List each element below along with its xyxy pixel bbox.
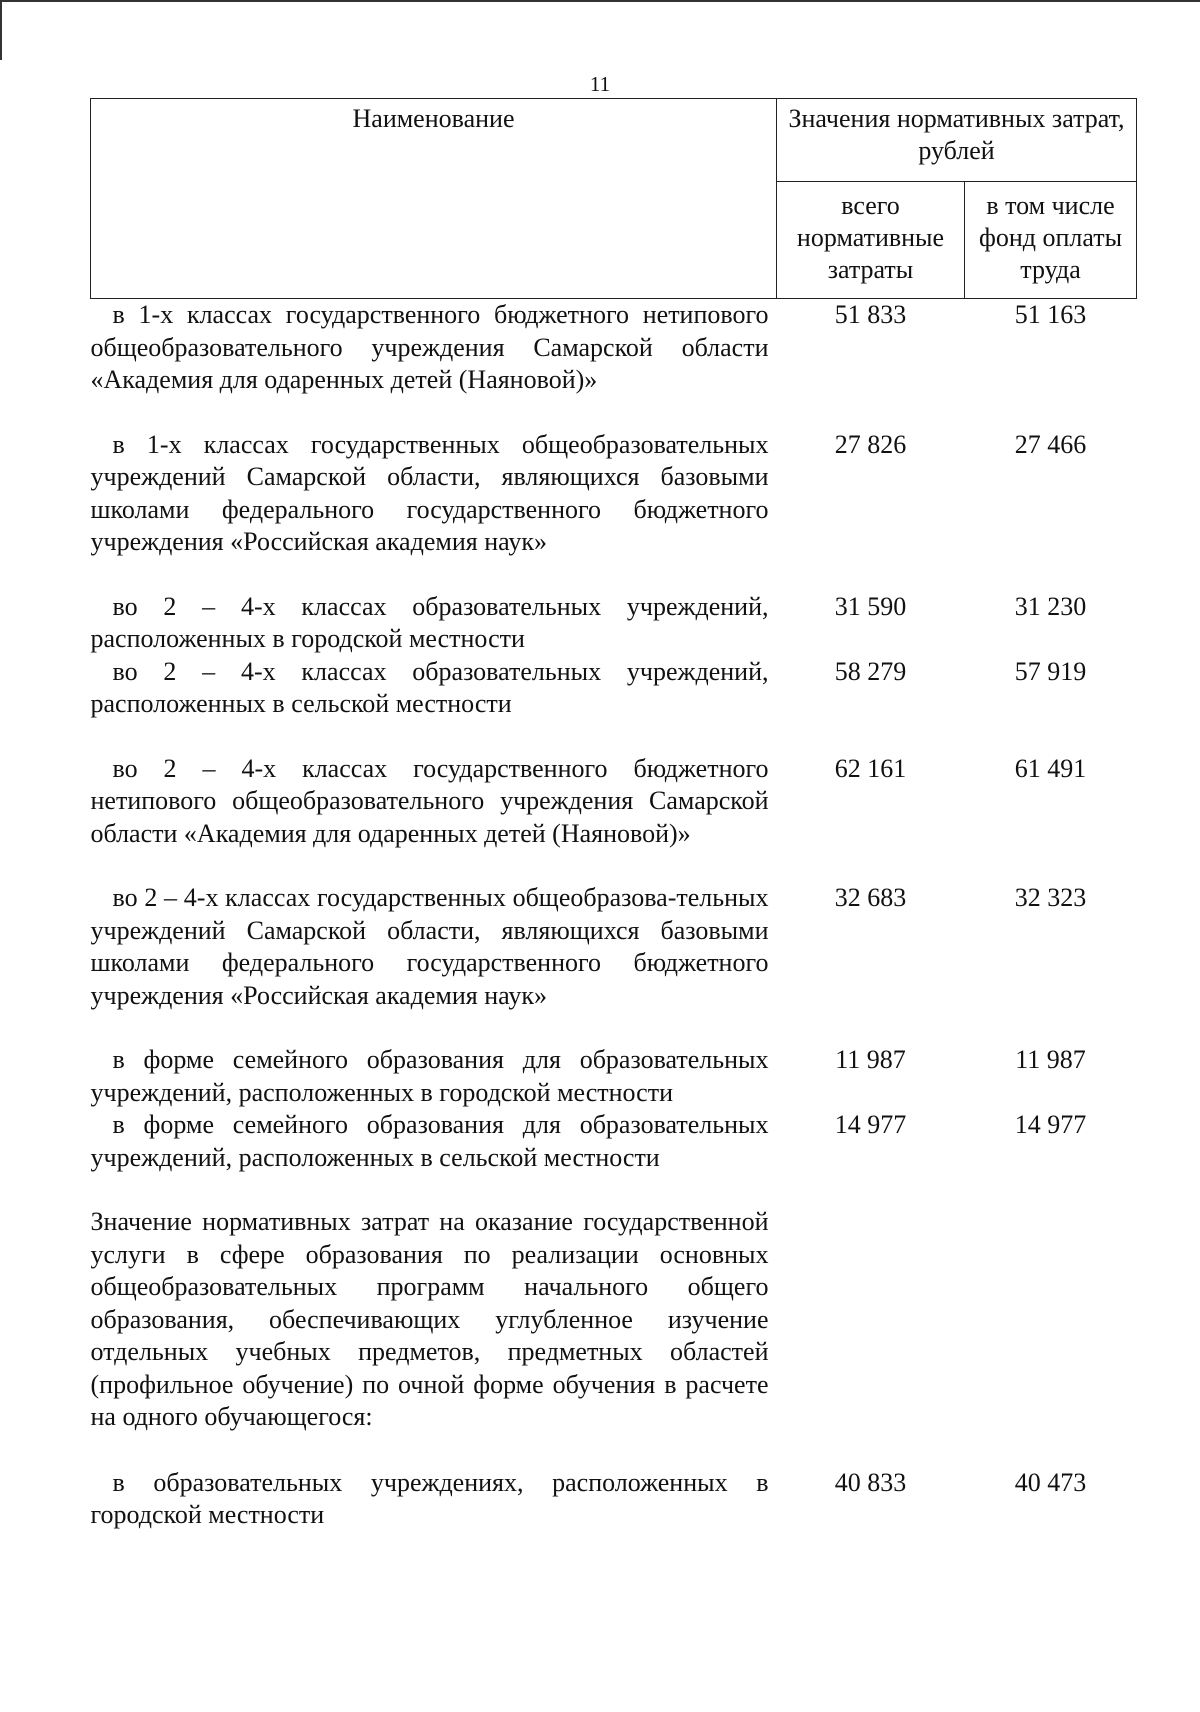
page-left-edge xyxy=(0,0,2,60)
row-total: 32 683 xyxy=(834,883,907,912)
table-row xyxy=(91,429,1137,591)
row-label: в форме семейного образования для образовательных учреждений, расположенных в сельской местности xyxy=(90,1110,769,1172)
row-payroll: 31 230 xyxy=(1014,591,1087,621)
row-label: во 2 – 4-х классах государственного бюджетного нетипового общеобразовательного учреждения Самарской области «Академия для одаренных детей (Наяновой)» xyxy=(90,753,769,848)
table-row xyxy=(91,753,1137,883)
row-payroll: 57 919 xyxy=(1014,656,1087,686)
table-row-section xyxy=(91,1206,1137,1467)
table-row xyxy=(91,591,1137,656)
header-payroll: в том числе фонд оплаты труда xyxy=(965,182,1137,299)
row-payroll: 32 323 xyxy=(1014,883,1087,912)
header-values: Значения нормативных затрат, рублей xyxy=(777,99,1137,182)
row-label: в 1-х классах государственных общеобразовательных учреждений Самарской области, являющихся базовыми школами федерального государственного бюджетного учреждения «Российская академия наук» xyxy=(90,429,769,556)
table-row xyxy=(91,656,1137,753)
table-row xyxy=(91,1467,1137,1532)
row-payroll: 14 977 xyxy=(1014,1110,1087,1139)
cost-table xyxy=(90,98,1137,1532)
row-total: 11 987 xyxy=(835,1045,906,1074)
row-total: 58 279 xyxy=(834,656,907,686)
row-payroll: 51 163 xyxy=(1014,300,1087,329)
row-total xyxy=(777,1206,965,1467)
header-name: Наименование xyxy=(91,99,777,299)
table-row xyxy=(91,1109,1137,1206)
row-total: 27 826 xyxy=(834,429,907,459)
row-total: 14 977 xyxy=(834,1110,907,1139)
row-payroll: 27 466 xyxy=(1014,429,1087,459)
row-label: во 2 – 4-х классах образовательных учреждений, расположенных в городской местности xyxy=(90,591,769,653)
table-row xyxy=(91,1044,1137,1109)
row-payroll xyxy=(965,1206,1137,1467)
row-label: в форме семейного образования для образовательных учреждений, расположенных в городской местности xyxy=(90,1045,769,1107)
page-number: 11 xyxy=(589,72,611,96)
row-payroll: 40 473 xyxy=(1014,1467,1087,1497)
header-total: всего нормативные затраты xyxy=(777,182,965,299)
row-payroll: 61 491 xyxy=(1014,753,1087,783)
row-total: 51 833 xyxy=(834,300,907,329)
page-top-edge xyxy=(0,0,1200,2)
row-total: 62 161 xyxy=(834,753,907,783)
row-label: во 2 – 4-х классах государственных общеобразова-тельных учреждений Самарской области, являющихся базовыми школами федерального государственного бюджетного учреждения «Российская академия наук» xyxy=(90,883,769,1010)
table-row xyxy=(91,299,1137,429)
row-label: в 1-х классах государственного бюджетного нетипового общеобразовательного учреждения Самарской области «Академия для одаренных детей (Наяновой)» xyxy=(90,300,769,394)
row-total: 40 833 xyxy=(834,1467,907,1497)
section-heading: Значение нормативных затрат на оказание государственной услуги в сфере образования по реализации основных общеобразовательных программ начального общего образования, обеспечивающих углубленное изучение отдельных учебных предметов, предметных областей (профильное обучение) по очной форме обучения в расчете на одного обучающегося: xyxy=(90,1207,769,1431)
table-header xyxy=(91,99,1137,299)
row-payroll: 11 987 xyxy=(1015,1045,1086,1074)
table-row xyxy=(91,882,1137,1044)
row-label: в образовательных учреждениях, расположенных в городской местности xyxy=(90,1467,769,1529)
row-total: 31 590 xyxy=(834,591,907,621)
row-label: во 2 – 4-х классах образовательных учреждений, расположенных в сельской местности xyxy=(90,656,769,718)
